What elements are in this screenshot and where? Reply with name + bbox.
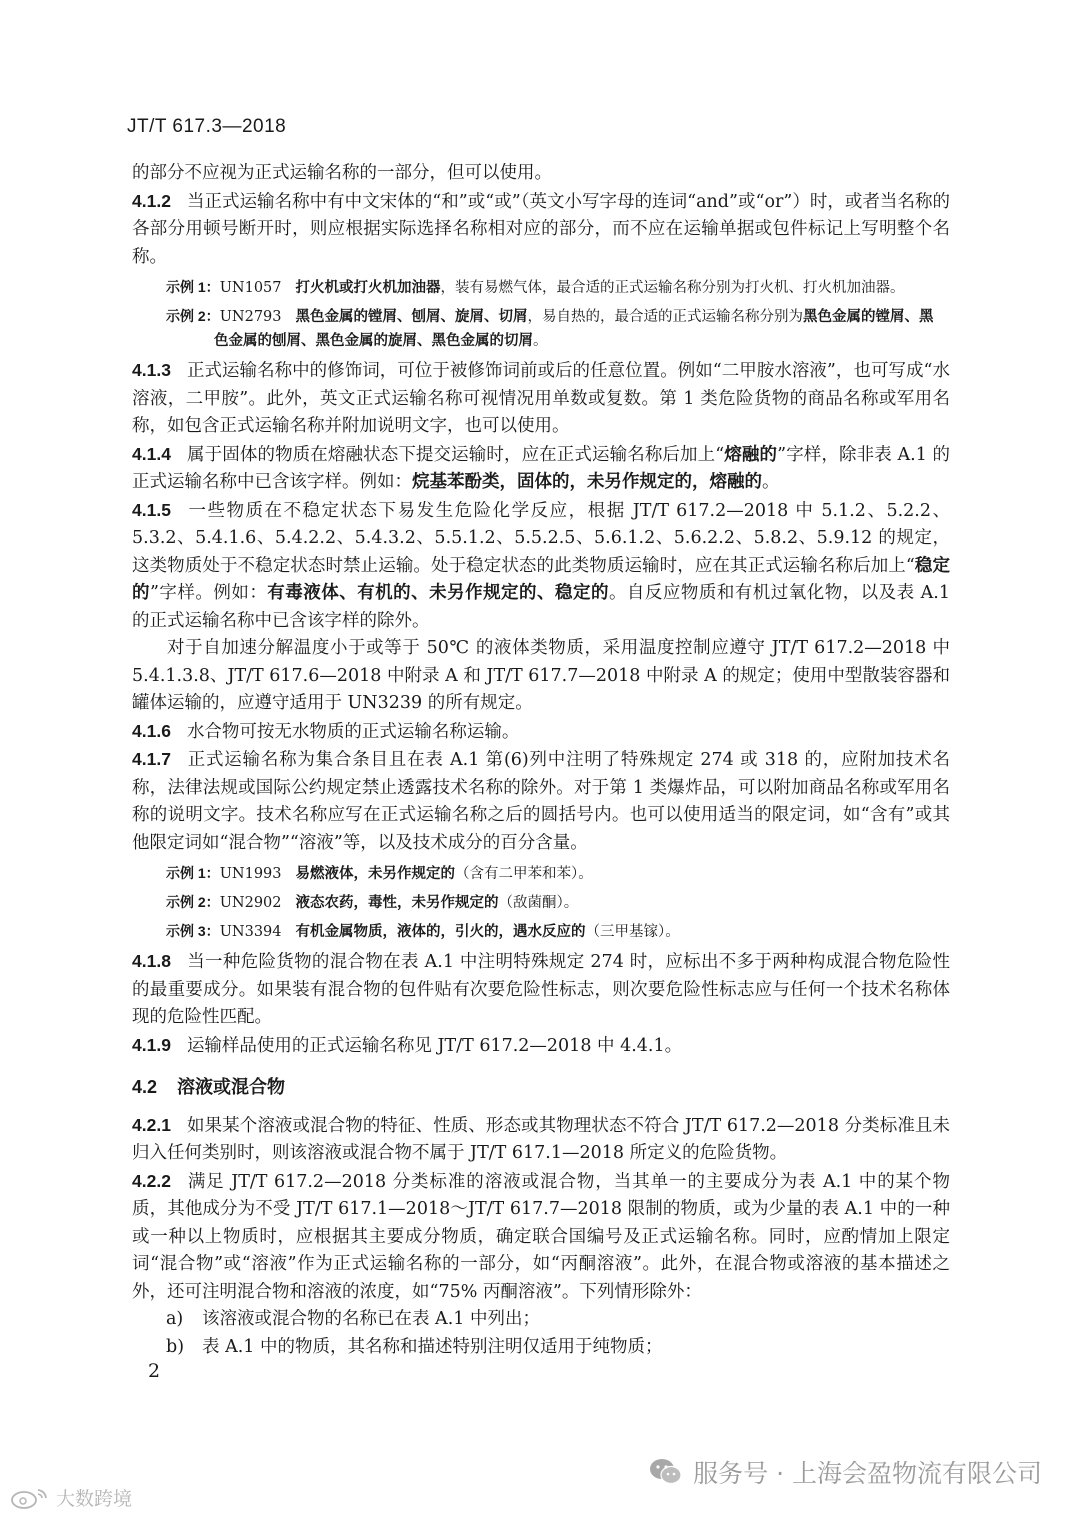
example-bold-2: 黑色金属的镗屑、黑 [803,309,934,325]
clause-text: 运输样品使用的正式运输名称见 JT/T 617.2—2018 中 4.4.1。 [186,1035,683,1056]
clause-text-3: 。 [762,472,780,492]
example-end: 。 [533,333,548,349]
clause-number: 4.1.9 [132,1034,171,1055]
list-marker: b) [166,1336,185,1357]
list-text: 表 A.1 中的物质，其名称和描述特别注明仅适用于纯物质； [202,1336,663,1357]
clause-bold-2: 烷基苯酚类，固体的，未另作规定的，熔融的 [412,472,762,492]
example-bold: 液态农药，毒性，未另作规定的 [295,895,499,911]
paragraph-continuation: 的部分不应视为正式运输名称的一部分，但可以使用。 [132,163,552,183]
clause-number: 4.1.6 [132,720,171,741]
clause-text: 正式运输名称中的修饰词，可位于被修饰词前或后的任意位置。例如“二甲胺水溶液”，也可写成“水溶液，二甲胺”。此外，英文正式运输名称可视情况用单数或复数。第 1 类危险货物的商品名称或军用名称，如包含正式运输名称并附加说明文字，也可以使用。 [132,361,950,436]
example-label: 示例 2： [166,894,220,910]
clause-text: 当正式运输名称中有中文宋体的“和”或“或”（英文小写字母的连词“and”或“or”）时，或者当名称的各部分用顿号断开时，则应根据实际选择名称相对应的部分，而不应在运输单据或包件标记上写明整个名称。 [132,191,950,267]
wechat-icon [649,1458,683,1486]
section-4-2-heading [132,1074,950,1102]
example-bold: 易燃液体，未另作规定的 [295,866,455,882]
clause-bold-1: 稳定的 [132,555,951,603]
clause-4-1-9 [132,1032,950,1061]
weibo-icon [10,1486,50,1510]
clause-4-1-3 [132,357,950,441]
clause-4-1-7 [132,746,950,857]
example-1 [166,275,950,300]
page-number: 2 [148,1360,161,1382]
example-label: 示例 1： [166,865,220,881]
example-rest: ，装有易燃气体，最合适的正式运输名称分别为打火机、打火机加油器。 [440,280,905,296]
un-code: UN2902 [219,895,282,911]
clause-4-2-2 [132,1168,950,1307]
standard-number-header: JT/T 617.3—2018 [127,116,287,137]
clause-number: 4.1.8 [132,951,171,971]
example-label: 示例 1： [166,279,220,295]
clause-number: 4.1.3 [132,360,171,380]
list-item [166,1334,950,1362]
body-text [132,160,950,1361]
list-marker: a) [166,1309,184,1329]
example-bold: 打火机或打火机加油器 [295,280,441,296]
example-rest: （含有二甲苯和苯）。 [455,866,593,882]
clause-4-1-5-paragraph-2: 对于自加速分解温度小于或等于 50℃ 的液体类物质，采用温度控制应遵守 JT/T 617.2—2018 中 5.4.1.3.8、JT/T 617.6—2018 中附录 A 和 JT/T 617.7—2018 中附录 A 的规定；使用中型散装容器和罐体运输的，应遵守适用于 UN3239 的所有规定。 [132,638,950,713]
clause-text: 如果某个溶液或混合物的特征、性质、形态或其物理状态不符合 JT/T 617.2—2018 分类标准且未归入任何类别时，则该溶液或混合物不属于 JT/T 617.1—2018 所定义的危险货物。 [132,1115,950,1163]
watermark-text: 服务号 · 上海会盈物流有限公司 [693,1459,1042,1488]
section-title: 溶液或混合物 [177,1077,286,1097]
clause-text: 水合物可按无水物质的正式运输名称运输。 [186,721,520,742]
clause-text: 当一种危险货物的混合物在表 A.1 中注明特殊规定 274 时，应标出不多于两种构成混合物危险性的最重要成分。如果装有混合物的包件贴有次要危险性标志，则次要危险性标志应与任何一个技术名称体现的危险性匹配。 [132,952,950,1027]
clause-bold-1: 熔融的 [724,444,778,465]
example-un3394 [166,919,950,944]
example-bold: 黑色金属的镗屑、刨屑、旋屑、切屑 [295,309,528,325]
clause-4-1-8 [132,948,950,1032]
watermark-service-account [649,1454,1042,1490]
clause-number: 4.1.7 [132,749,171,769]
example-un2902 [166,890,950,915]
example-rest: （三甲基镓）。 [585,924,680,940]
example-label: 示例 3： [166,923,220,939]
clause-text-2: ”字样。例如： [149,583,268,603]
example-continuation [166,329,950,353]
example-bold: 有机金属物质，液体的，引火的，遇水反应的 [295,924,586,940]
example-rest: （敌菌酮）。 [498,895,579,911]
un-code: UN1993 [219,866,282,882]
un-code: UN3394 [219,924,282,940]
example-2 [166,304,950,353]
clause-4-1-2 [132,188,950,272]
un-code: UN2793 [219,309,282,325]
clause-text-1: 一些物质在不稳定状态下易发生危险化学反应，根据 JT/T 617.2—2018 中 5.1.2、5.2.2、5.3.2、5.4.1.6、5.4.2.2、5.4.3.2、5.5.1.2、5.5.2.5、5.6.1.2、5.6.2.2、5.8.2、5.9.12 的规定，这类物质处于不稳定状态时禁止运输。处于稳定状态的此类物质运输时，应在其正式运输名称后加上“ [132,500,950,576]
watermark-text: 大数跨境 [56,1488,133,1510]
example-bold-3: 色金属的刨屑、黑色金属的旋屑、黑色金属的切屑 [214,333,533,349]
example-mid: ，易自热的，最合适的正式运输名称分别为 [527,309,803,325]
clause-number: 4.2.1 [132,1114,171,1135]
clause-number: 4.1.4 [132,443,171,464]
watermark-weibo [10,1484,132,1511]
example-un1993 [166,861,950,886]
clause-4-1-6 [132,718,950,747]
un-code: UN1057 [219,280,282,296]
clause-text-2: ”字样，除非表 A.1 的正式运输名称中已含该字样。例如： [132,444,951,492]
section-number: 4.2 [132,1077,158,1097]
clause-bold-2: 有毒液体、有机的、未另作规定的、稳定的 [267,583,609,603]
list-item [166,1306,950,1334]
clause-number: 4.1.5 [132,499,171,520]
clause-number: 4.1.2 [132,190,171,211]
clause-text: 满足 JT/T 617.2—2018 分类标准的溶液或混合物，当其单一的主要成分为表 A.1 中的某个物质，其他成分为不受 JT/T 617.1—2018～JT/T 617.7—2018 限制的物质，或为少量的表 A.1 中的一种或一种以上物质时，应根据其主要成分物质，确定联合国编号及正式运输名称。同时，应酌情加上限定词“混合物”或“溶液”作为正式运输名称的一部分，如“丙酮溶液”。此外，在混合物或溶液的基本描述之外，还可注明混合物和溶液的浓度，如“75% 丙酮溶液”。下列情形除外： [132,1171,950,1302]
clause-text-1: 属于固体的物质在熔融状态下提交运输时，应在正式运输名称后加上“ [186,444,725,465]
example-label: 示例 2： [166,308,220,324]
clause-text-3: 。自反应物质和有机过氧化物，以及表 A.1 的正式运输名称中已含该字样的除外。 [132,583,950,631]
clause-number: 4.2.2 [132,1170,171,1191]
clause-4-1-5 [132,497,950,636]
clause-4-2-1 [132,1112,950,1168]
list-text: 该溶液或混合物的名称已在表 A.1 中列出； [202,1309,540,1329]
clause-text: 正式运输名称为集合条目且在表 A.1 第(6)列中注明了特殊规定 274 或 318 的，应附加技术名称，法律法规或国际公约规定禁止透露技术名称的除外。对于第 1 类爆炸品，可以附加商品名称或军用名称的说明文字。技术名称应写在正式运输名称之后的圆括号内。也可以使用适当的限定词，如“含有”或其他限定词如“混合物”“溶液”等，以及技术成分的百分含量。 [132,750,950,853]
clause-4-1-4 [132,441,950,497]
